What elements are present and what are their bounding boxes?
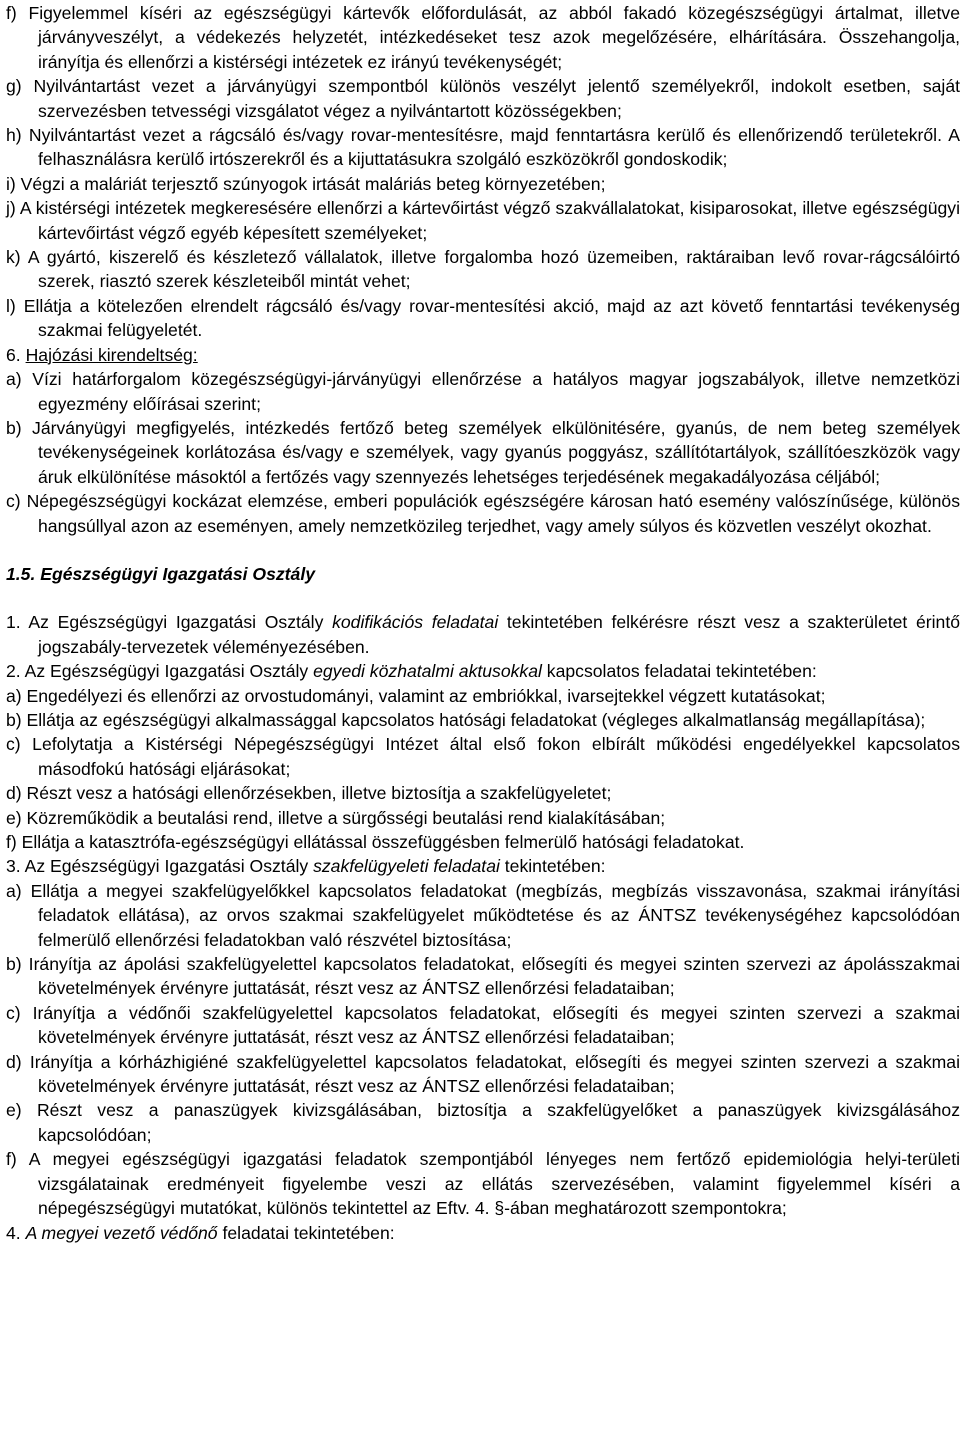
- list-item-e: e) Közreműködik a beutalási rend, illetve a sürgősségi beutalási rend kialakításában;: [6, 807, 666, 828]
- list-item-i: i) Végzi a maláriát terjesztő szúnyogok irtását maláriás beteg környezetében;: [6, 173, 606, 194]
- list-item-a: a) Engedélyezi és ellenőrzi az orvostudományi, valamint az embriókkal, ivarsejtekkel végzett kutatásokat;: [6, 685, 826, 706]
- list-item-c: c) Lefolytatja a Kistérségi Népegészségügyi Intézet által első fokon elbírált működési engedélyekkel kapcsolatos másodfokú hatósági eljárásokat;: [6, 734, 960, 779]
- paragraph-2-text: 2. Az Egészségügyi Igazgatási Osztály: [6, 661, 314, 682]
- paragraph-1-emphasis: kodifikációs feladatai: [332, 612, 499, 633]
- paragraph-2-text-end: kapcsolatos feladatai tekintetében:: [541, 661, 817, 682]
- paragraph-1: [0, 610, 960, 659]
- list-item-c: c) Irányítja a védőnői szakfelügyelettel kapcsolatos feladatokat, elősegíti és megyei szinten szervezi a szakmai követelmények érvényre juttatását, részt vesz az ÁNTSZ ellenőrzési feladataiban;: [6, 1002, 960, 1048]
- paragraph-1-text: 1. Az Egészségügyi Igazgatási Osztály: [6, 612, 333, 633]
- list-item-e: e) Részt vesz a panaszügyek kivizsgálásában, biztosítja a szakfelügyelőket a panaszügyek kivizsgálásához kapcsolódóan;: [6, 1100, 960, 1145]
- paragraph-3: [0, 854, 960, 878]
- list-item-h: h) Nyilvántartást vezet a rágcsáló és/vagy rovar-mentesítésre, majd fenntartásra kerülő és ellenőrizendő területekről. A felhasználásra kerülő irtószerekről és a kijuttatásukra szolgáló eszközökről gondoskodik;: [6, 125, 960, 170]
- spacer: [0, 586, 960, 610]
- paragraph-3-text-end: tekintetében:: [499, 856, 606, 877]
- list-item-j: j) A kistérségi intézetek megkeresésére ellenőrzi a kártevőirtást végző szakvállalatokat, kisiparosokat, illetve egészségügyi kártevőirtást végző egyéb képesített személyeket;: [6, 198, 960, 243]
- paragraph-3-text: 3. Az Egészségügyi Igazgatási Osztály: [6, 856, 314, 877]
- list-item-k: k) A gyártó, kiszerelő és készletező vállalatok, illetve forgalomba hozó üzemeiben, raktáraiban levő rovar-rágcsálóirtó szerek, riasztó szerek készleteiből mintát vehet;: [6, 247, 960, 292]
- paragraph-4: [0, 1221, 960, 1245]
- subsection-number: 6.: [6, 344, 21, 365]
- list-item-b: b) Járványügyi megfigyelés, intézkedés fertőző beteg személyek elkülönitésére, gyanús, de nem beteg személyek tevékenységeinek korlátozása és/vagy e személyek, vagy gyanús poggyász, szállítótartályok, szállítóeszközök vagy áruk elkülönítése másoktól a fertőzés vagy szennyezés lehetséges terjedésének megakadályozása céljából;: [6, 417, 960, 487]
- list-item-a: a) Vízi határforgalom közegészségügyi-járványügyi ellenőrzése a hatályos magyar jogszabályok, illetve nemzetközi egyezmény előírásai szerint;: [6, 369, 960, 414]
- list-item-a: a) Ellátja a megyei szakfelügyelőkkel kapcsolatos feladatokat (megbízás, megbízás visszavonása, szakmai irányítási feladatok ellátása), az orvos szakmai szakfelügyelet működtetése és az ÁNTSZ tevékenységéhez kapcsolódóan felmerülő ellenőrzési feladatokban való részvétel biztosítása;: [6, 880, 960, 950]
- paragraph-4-text-end: feladatai tekintetében:: [217, 1222, 395, 1243]
- list-item-l: l) Ellátja a kötelezően elrendelt rágcsáló és/vagy rovar-mentesítési akció, majd az azt követő fenntartási tevékenység szakmai felügyeletét.: [6, 295, 960, 341]
- paragraph-3-emphasis: szakfelügyeleti feladatai: [313, 856, 500, 877]
- list-item-f: f) Ellátja a katasztrófa-egészségügyi ellátással összefüggésben felmerülő hatósági feladatokat.: [6, 832, 745, 852]
- subsection-heading-6: [0, 343, 960, 367]
- list-item-d: d) Irányítja a kórházhigiéné szakfelügyelettel kapcsolatos feladatokat, elősegíti és megyei szinten szervezi a szakmai követelmények érvényre juttatását, részt vesz az ÁNTSZ ellenőrzési feladataiban;: [6, 1051, 960, 1097]
- spacer: [0, 538, 960, 562]
- section-heading: 1.5. Egészségügyi Igazgatási Osztály: [6, 563, 315, 584]
- paragraph-1-text-end: tekintetében felkérésre részt vesz a szakterületet érintő jogszabály-tervezetek véleményezésében.: [38, 612, 960, 657]
- list-item-b: b) Ellátja az egészségügyi alkalmassággal kapcsolatos hatósági feladatokat (végleges alkalmatlanság megállapítása);: [6, 709, 926, 730]
- paragraph-4-emphasis: A megyei vezető védőnő: [25, 1222, 218, 1243]
- list-item-g: g) Nyilvántartást vezet a járványügyi szempontból különös veszélyt jelentő személyekről, indokolt esetben, saját szervezésben tetvességi vizsgálatot végez a nyilvántartott közösségekben;: [6, 76, 960, 121]
- list-item-f: f) Figyelemmel kíséri az egészségügyi kártevők előfordulását, az abból fakadó közegészségügyi ártalmat, illetve járványveszélyt, a védekezés helyzetét, intézkedéseket tesz azok megelőzésére, elhárítására. Összehangolja, irányítja és ellenőrzi a kistérségi intézetek ez irányú tevékenységét;: [6, 3, 960, 72]
- paragraph-2-emphasis: egyedi közhatalmi aktusokkal: [313, 661, 542, 682]
- list-item-c: c) Népegészségügyi kockázat elemzése, emberi populációk egészségére károsan ható esemény valószínűsége, különös hangsúllyal azon az eseményen, amely nemzetközileg terjedhet, vagy amely súlyos és közvetlen veszélyt okozhat.: [6, 491, 960, 536]
- paragraph-4-text: 4.: [6, 1222, 26, 1243]
- subsection-title: Hajózási kirendeltség:: [25, 344, 198, 365]
- list-item-b: b) Irányítja az ápolási szakfelügyelettel kapcsolatos feladatokat, elősegíti és megyei szinten szervezi az ápolásszakmai követelmények érvényre juttatását, részt vesz az ÁNTSZ ellenőrzési feladataiban;: [6, 954, 960, 999]
- list-item-d: d) Részt vesz a hatósági ellenőrzésekben, illetve biztosítja a szakfelügyeletet;: [6, 783, 612, 804]
- paragraph-2: [0, 659, 960, 683]
- list-item-f: f) A megyei egészségügyi igazgatási feladatok szempontjából lényeges nem fertőző epidemiológia helyi-területi vizsgálatainak eredményeit figyelembe veszi az ellátás szervezésében, valamint figyelemmel kíséri a népegészségügyi mutatókat, különös tekintettel az Eftv. 4. §-ában meghatározott szempontokra;: [6, 1149, 960, 1219]
